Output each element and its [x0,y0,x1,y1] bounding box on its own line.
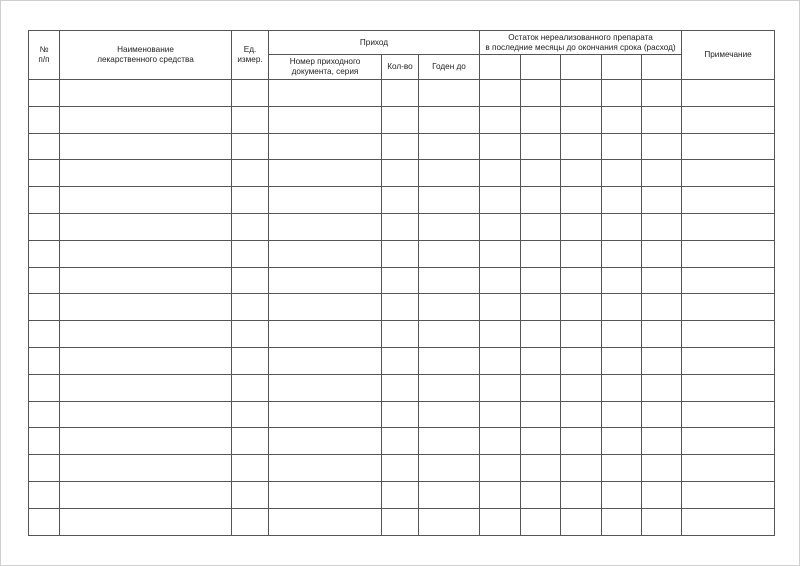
cell-remainder-2[interactable] [521,374,561,401]
cell-note[interactable] [682,428,775,455]
cell-income-quantity[interactable] [382,321,419,348]
cell-income-expiry[interactable] [419,106,480,133]
cell-medicine-name[interactable] [60,133,232,160]
cell-income-quantity[interactable] [382,401,419,428]
cell-note[interactable] [682,401,775,428]
cell-number[interactable] [29,160,60,187]
cell-remainder-1[interactable] [480,428,521,455]
cell-unit[interactable] [232,481,269,508]
table-row [29,481,775,508]
table-row [29,160,775,187]
cell-income-quantity[interactable] [382,267,419,294]
cell-remainder-2[interactable] [521,321,561,348]
header-income-quantity: Кол-во [382,55,419,80]
cell-medicine-name[interactable] [60,294,232,321]
cell-remainder-4[interactable] [602,213,642,240]
cell-remainder-1[interactable] [480,267,521,294]
cell-medicine-name[interactable] [60,321,232,348]
cell-income-quantity[interactable] [382,187,419,214]
header-remainder-month-5 [642,55,682,80]
cell-remainder-4[interactable] [602,240,642,267]
cell-remainder-4[interactable] [602,133,642,160]
cell-income-quantity[interactable] [382,347,419,374]
cell-note[interactable] [682,240,775,267]
cell-note[interactable] [682,160,775,187]
cell-remainder-1[interactable] [480,240,521,267]
cell-income-quantity[interactable] [382,160,419,187]
cell-income-expiry[interactable] [419,160,480,187]
cell-medicine-name[interactable] [60,374,232,401]
cell-unit[interactable] [232,347,269,374]
cell-medicine-name[interactable] [60,508,232,535]
cell-unit[interactable] [232,455,269,482]
cell-remainder-5[interactable] [642,321,682,348]
header-number: № п/п [29,31,60,80]
cell-remainder-3[interactable] [561,294,602,321]
cell-unit[interactable] [232,240,269,267]
cell-income-document[interactable] [269,481,382,508]
cell-remainder-2[interactable] [521,106,561,133]
cell-income-quantity[interactable] [382,133,419,160]
header-note: Примечание [682,31,775,80]
cell-income-quantity[interactable] [382,455,419,482]
cell-note[interactable] [682,106,775,133]
table-row [29,187,775,214]
cell-remainder-3[interactable] [561,347,602,374]
cell-income-expiry[interactable] [419,455,480,482]
cell-income-expiry[interactable] [419,187,480,214]
table-row [29,106,775,133]
cell-unit[interactable] [232,106,269,133]
cell-number[interactable] [29,267,60,294]
cell-income-document[interactable] [269,428,382,455]
cell-income-quantity[interactable] [382,106,419,133]
cell-remainder-4[interactable] [602,481,642,508]
table-row [29,508,775,535]
cell-remainder-2[interactable] [521,428,561,455]
cell-remainder-4[interactable] [602,160,642,187]
cell-income-quantity[interactable] [382,213,419,240]
table-row [29,374,775,401]
cell-medicine-name[interactable] [60,455,232,482]
cell-note[interactable] [682,321,775,348]
cell-income-quantity[interactable] [382,80,419,107]
cell-income-document[interactable] [269,80,382,107]
cell-note[interactable] [682,374,775,401]
cell-remainder-4[interactable] [602,106,642,133]
cell-income-document[interactable] [269,508,382,535]
cell-remainder-3[interactable] [561,160,602,187]
cell-remainder-1[interactable] [480,374,521,401]
cell-remainder-1[interactable] [480,106,521,133]
table-row [29,455,775,482]
cell-number[interactable] [29,481,60,508]
cell-unit[interactable] [232,160,269,187]
cell-remainder-2[interactable] [521,187,561,214]
cell-income-document[interactable] [269,374,382,401]
cell-note[interactable] [682,508,775,535]
cell-income-document[interactable] [269,213,382,240]
cell-income-expiry[interactable] [419,80,480,107]
cell-number[interactable] [29,455,60,482]
cell-remainder-4[interactable] [602,187,642,214]
cell-income-document[interactable] [269,106,382,133]
table-row [29,133,775,160]
cell-medicine-name[interactable] [60,240,232,267]
cell-income-quantity[interactable] [382,294,419,321]
cell-remainder-1[interactable] [480,321,521,348]
cell-income-expiry[interactable] [419,133,480,160]
cell-medicine-name[interactable] [60,347,232,374]
cell-remainder-2[interactable] [521,347,561,374]
table-row [29,80,775,107]
cell-unit[interactable] [232,428,269,455]
header-income-document: Номер приходного документа, серия [269,55,382,80]
cell-unit[interactable] [232,374,269,401]
cell-note[interactable] [682,481,775,508]
cell-remainder-2[interactable] [521,401,561,428]
cell-remainder-1[interactable] [480,160,521,187]
header-income-group: Приход [269,31,480,55]
cell-remainder-5[interactable] [642,401,682,428]
cell-medicine-name[interactable] [60,267,232,294]
table-row [29,347,775,374]
cell-remainder-4[interactable] [602,321,642,348]
cell-unit[interactable] [232,401,269,428]
cell-number[interactable] [29,80,60,107]
cell-income-quantity[interactable] [382,481,419,508]
cell-unit[interactable] [232,187,269,214]
cell-remainder-4[interactable] [602,401,642,428]
header-remainder-group: Остаток нереализованного препарата в последние месяцы до окончания срока (расход) [480,31,682,55]
cell-remainder-1[interactable] [480,80,521,107]
cell-remainder-5[interactable] [642,106,682,133]
cell-remainder-5[interactable] [642,160,682,187]
cell-remainder-4[interactable] [602,267,642,294]
cell-unit[interactable] [232,267,269,294]
cell-income-expiry[interactable] [419,374,480,401]
cell-remainder-2[interactable] [521,481,561,508]
cell-note[interactable] [682,187,775,214]
cell-unit[interactable] [232,133,269,160]
cell-number[interactable] [29,374,60,401]
cell-remainder-3[interactable] [561,508,602,535]
cell-note[interactable] [682,455,775,482]
cell-remainder-1[interactable] [480,347,521,374]
cell-income-document[interactable] [269,401,382,428]
cell-remainder-2[interactable] [521,133,561,160]
cell-remainder-2[interactable] [521,455,561,482]
cell-remainder-1[interactable] [480,294,521,321]
cell-remainder-3[interactable] [561,240,602,267]
cell-remainder-5[interactable] [642,508,682,535]
cell-note[interactable] [682,80,775,107]
cell-income-quantity[interactable] [382,508,419,535]
cell-income-document[interactable] [269,240,382,267]
cell-remainder-5[interactable] [642,294,682,321]
cell-income-expiry[interactable] [419,213,480,240]
header-unit: Ед. измер. [232,31,269,80]
cell-note[interactable] [682,267,775,294]
cell-income-expiry[interactable] [419,240,480,267]
cell-remainder-5[interactable] [642,133,682,160]
cell-remainder-2[interactable] [521,267,561,294]
cell-income-document[interactable] [269,267,382,294]
cell-remainder-3[interactable] [561,455,602,482]
cell-number[interactable] [29,321,60,348]
cell-remainder-3[interactable] [561,401,602,428]
cell-income-document[interactable] [269,133,382,160]
cell-remainder-4[interactable] [602,508,642,535]
cell-number[interactable] [29,106,60,133]
cell-remainder-1[interactable] [480,455,521,482]
cell-remainder-1[interactable] [480,213,521,240]
cell-remainder-5[interactable] [642,374,682,401]
cell-number[interactable] [29,213,60,240]
cell-unit[interactable] [232,213,269,240]
cell-remainder-2[interactable] [521,294,561,321]
cell-remainder-3[interactable] [561,80,602,107]
cell-number[interactable] [29,133,60,160]
cell-unit[interactable] [232,321,269,348]
cell-income-expiry[interactable] [419,267,480,294]
cell-medicine-name[interactable] [60,428,232,455]
register-body [29,80,775,536]
cell-income-document[interactable] [269,294,382,321]
cell-unit[interactable] [232,294,269,321]
cell-unit[interactable] [232,508,269,535]
cell-number[interactable] [29,401,60,428]
cell-remainder-3[interactable] [561,321,602,348]
cell-medicine-name[interactable] [60,481,232,508]
cell-income-quantity[interactable] [382,240,419,267]
cell-note[interactable] [682,213,775,240]
cell-number[interactable] [29,508,60,535]
cell-remainder-3[interactable] [561,106,602,133]
cell-medicine-name[interactable] [60,187,232,214]
table-row [29,294,775,321]
cell-remainder-5[interactable] [642,213,682,240]
cell-remainder-3[interactable] [561,374,602,401]
cell-remainder-2[interactable] [521,240,561,267]
cell-income-document[interactable] [269,347,382,374]
cell-income-document[interactable] [269,187,382,214]
medicine-register-table [28,30,775,536]
cell-remainder-3[interactable] [561,267,602,294]
cell-unit[interactable] [232,80,269,107]
cell-medicine-name[interactable] [60,160,232,187]
header-remainder-month-4 [602,55,642,80]
cell-number[interactable] [29,294,60,321]
cell-remainder-1[interactable] [480,508,521,535]
cell-remainder-3[interactable] [561,133,602,160]
header-remainder-month-3 [561,55,602,80]
cell-remainder-5[interactable] [642,80,682,107]
cell-remainder-3[interactable] [561,481,602,508]
cell-remainder-2[interactable] [521,213,561,240]
header-row-top [29,31,775,55]
cell-remainder-5[interactable] [642,267,682,294]
cell-remainder-4[interactable] [602,374,642,401]
cell-remainder-1[interactable] [480,187,521,214]
cell-income-expiry[interactable] [419,401,480,428]
cell-number[interactable] [29,428,60,455]
cell-medicine-name[interactable] [60,106,232,133]
cell-note[interactable] [682,294,775,321]
header-remainder-month-2 [521,55,561,80]
cell-remainder-4[interactable] [602,80,642,107]
cell-remainder-1[interactable] [480,133,521,160]
cell-remainder-2[interactable] [521,508,561,535]
table-row [29,321,775,348]
cell-remainder-5[interactable] [642,481,682,508]
cell-number[interactable] [29,240,60,267]
cell-remainder-5[interactable] [642,240,682,267]
cell-remainder-4[interactable] [602,294,642,321]
cell-remainder-5[interactable] [642,428,682,455]
cell-income-quantity[interactable] [382,374,419,401]
cell-income-document[interactable] [269,321,382,348]
cell-remainder-1[interactable] [480,401,521,428]
cell-medicine-name[interactable] [60,401,232,428]
cell-remainder-4[interactable] [602,428,642,455]
cell-remainder-1[interactable] [480,481,521,508]
cell-income-expiry[interactable] [419,428,480,455]
header-remainder-month-1 [480,55,521,80]
header-income-expiry: Годен до [419,55,480,80]
cell-remainder-3[interactable] [561,213,602,240]
table-row [29,240,775,267]
cell-income-expiry[interactable] [419,508,480,535]
cell-income-quantity[interactable] [382,428,419,455]
header-medicine-name: Наименование лекарственного средства [60,31,232,80]
cell-remainder-2[interactable] [521,80,561,107]
cell-medicine-name[interactable] [60,213,232,240]
table-row [29,267,775,294]
cell-remainder-5[interactable] [642,455,682,482]
cell-income-document[interactable] [269,455,382,482]
cell-remainder-4[interactable] [602,347,642,374]
cell-income-expiry[interactable] [419,321,480,348]
cell-income-expiry[interactable] [419,481,480,508]
cell-income-expiry[interactable] [419,347,480,374]
cell-remainder-5[interactable] [642,187,682,214]
cell-remainder-3[interactable] [561,428,602,455]
table-row [29,428,775,455]
cell-number[interactable] [29,187,60,214]
cell-income-expiry[interactable] [419,294,480,321]
table-row [29,213,775,240]
cell-remainder-5[interactable] [642,347,682,374]
cell-number[interactable] [29,347,60,374]
cell-income-document[interactable] [269,160,382,187]
cell-remainder-2[interactable] [521,160,561,187]
cell-remainder-4[interactable] [602,455,642,482]
cell-note[interactable] [682,133,775,160]
cell-medicine-name[interactable] [60,80,232,107]
table-row [29,401,775,428]
cell-remainder-3[interactable] [561,187,602,214]
cell-note[interactable] [682,347,775,374]
